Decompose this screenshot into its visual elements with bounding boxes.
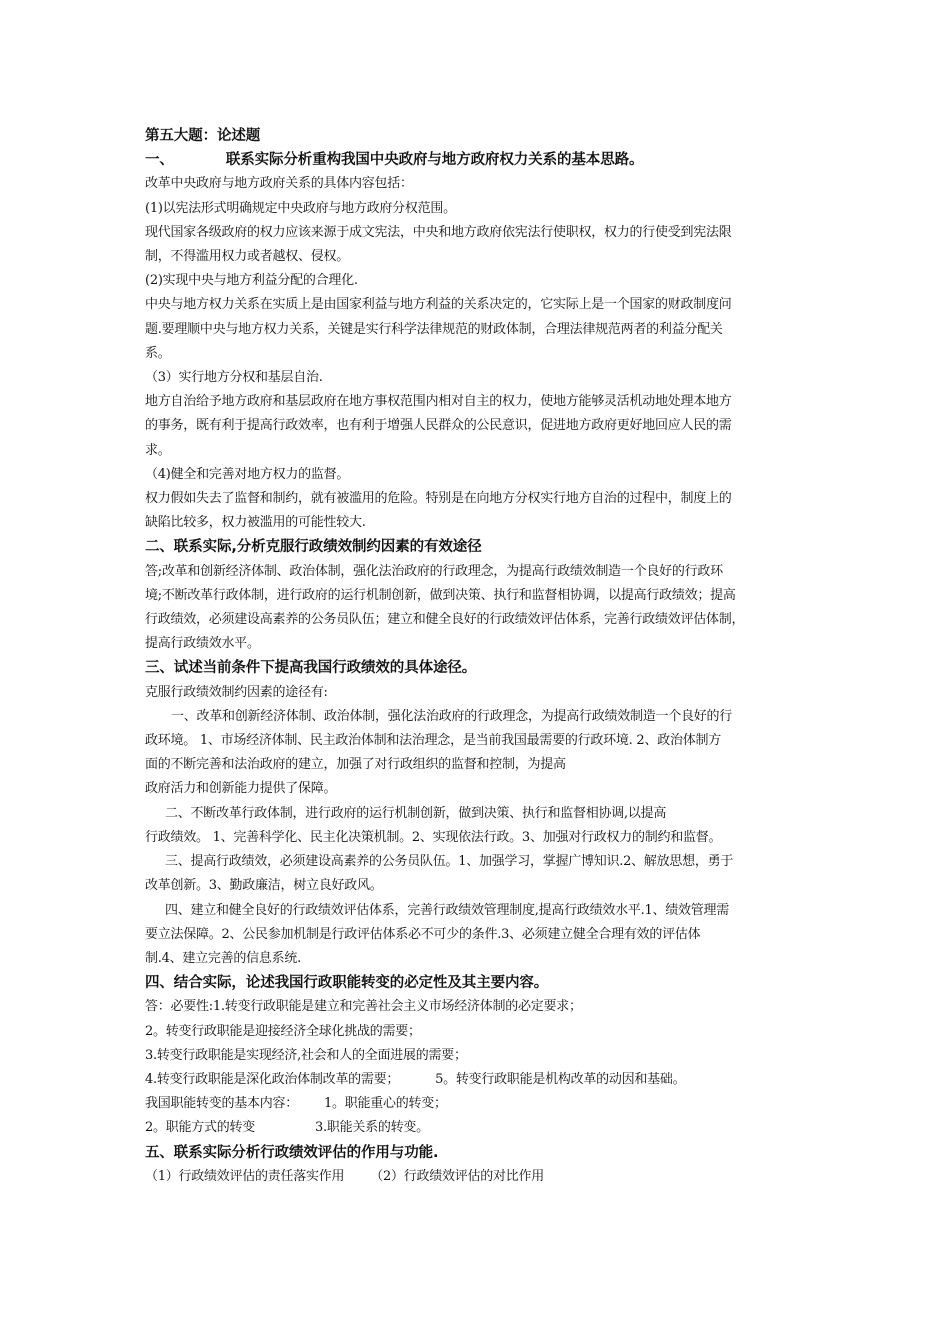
question-1-title: 联系实际分析重构我国中央政府与地方政府权力关系的基本思路。 (225, 152, 644, 169)
paragraph-line: 行政绩效，必须建设高素养的公务员队伍；建立和健全良好的行政绩效评估体系，完善行政绩效评估体制， (145, 612, 745, 628)
paragraph-line: 政环境。 1、市场经济体制、民主政治体制和法治理念，是当前我国最需要的行政环境. 2、政治体制方 (145, 733, 721, 749)
paragraph-line (145, 1092, 815, 1116)
question-5-heading: 五、联系实际分析行政绩效评估的作用与功能. (145, 1144, 439, 1161)
paragraph-segment: 5。转变行政职能是机构改革的动因和基础。 (435, 1071, 686, 1087)
paragraph-line: 现代国家各级政府的权力应该来源于成文宪法，中央和地方政府依宪法行使职权，权力的行使受到宪法限 (145, 224, 732, 240)
paragraph-line: 3.转变行政职能是实现经济,社会和人的全面进展的需要； (145, 1047, 467, 1063)
paragraph-segment: 我国职能转变的基本内容： (145, 1096, 299, 1112)
paragraph-line: 制.4、建立完善的信息系统. (145, 950, 302, 966)
paragraph-line: 行政绩效。 1、完善科学化、民主化决策机制。2、实现依法行政。3、加强对行政权力的制约和监督。 (145, 829, 722, 845)
paragraph-line: (2)实现中央与地方利益分配的合理化. (145, 273, 358, 289)
question-1-number: 一、 (145, 152, 174, 169)
paragraph-line: 的事务，既有利于提高行政效率，也有利于增强人民群众的公民意识，促进地方政府更好地回应人民的需 (145, 418, 732, 434)
paragraph-segment: 4.转变行政职能是深化政治体制改革的需要； (145, 1071, 400, 1087)
paragraph-line: 政府活力和创新能力提供了保障。 (145, 781, 337, 797)
paragraph-line: 中央与地方权力关系在实质上是由国家利益与地方利益的关系决定的，它实际上是一个国家的财政制度问 (145, 297, 732, 313)
paragraph-line: 制，不得滥用权力或者越权、侵权。 (145, 249, 350, 265)
question-3-heading: 三、试述当前条件下提高我国行政绩效的具体途径。 (145, 660, 477, 677)
document-body (145, 124, 815, 1189)
paragraph-line: 权力假如失去了监督和制约，就有被滥用的危险。特别是在向地方分权实行地方自治的过程中，制度上的 (145, 491, 732, 507)
paragraph-line: 四、建立和健全良好的行政绩效评估体系，完善行政绩效管理制度,提高行政绩效水平.1、绩效管理需 (165, 902, 730, 918)
paragraph-line: 境;不断改革行政体制，进行政府的运行机制创新，做到决策、执行和监督相协调，以提高行政绩效；提高 (145, 587, 736, 603)
question-2-heading: 二、联系实际,分析克服行政绩效制约因素的有效途径 (145, 539, 482, 556)
paragraph-line: 改革中央政府与地方政府关系的具体内容包括： (145, 176, 413, 192)
paragraph-segment: （1）行政绩效评估的责任落实作用 (145, 1168, 345, 1184)
paragraph-line: （4)健全和完善对地方权力的监督。 (145, 466, 350, 482)
paragraph-line (145, 1116, 815, 1140)
question-1-heading (145, 148, 815, 172)
paragraph-line: 提高行政绩效水平。 (145, 636, 260, 652)
paragraph-line (145, 1068, 815, 1092)
paragraph-line: (1)以宪法形式明确规定中央政府与地方政府分权范围。 (145, 200, 456, 216)
paragraph-segment: 1。职能重心的转变； (324, 1096, 447, 1112)
paragraph-line: 求。 (145, 442, 171, 458)
paragraph-segment: 3.职能关系的转变。 (315, 1120, 429, 1136)
paragraph-line: 答;改革和创新经济体制、政治体制，强化法治政府的行政理念，为提高行政绩效制造一个良好的行政环 (145, 563, 723, 579)
paragraph-line: 改革创新。3、勤政廉洁，树立良好政风。 (145, 878, 383, 894)
paragraph-line: 题.要理顺中央与地方权力关系，关键是实行科学法律规范的财政体制，合理法律规范两者的利益分配关 (145, 321, 723, 337)
paragraph-line: 一、改革和创新经济体制、政治体制，强化法治政府的行政理念，为提高行政绩效制造一个良好的行 (171, 708, 733, 724)
paragraph-line: 面的不断完善和法治政府的建立，加强了对行政组织的监督和控制，为提高 (145, 757, 566, 773)
paragraph-line: 三、提高行政绩效，必须建设高素养的公务员队伍。1、加强学习，掌握广博知识.2、解放思想，勇于 (165, 854, 734, 870)
paragraph-segment: （2）行政绩效评估的对比作用 (370, 1168, 545, 1184)
section-title: 第五大题：论述题 (145, 128, 261, 144)
paragraph-line (145, 1165, 815, 1189)
paragraph-segment: 2。职能方式的转变 (145, 1120, 256, 1136)
paragraph-line: （3）实行地方分权和基层自治. (145, 370, 323, 386)
paragraph-line: 2。转变行政职能是迎接经济全球化挑战的需要； (145, 1023, 421, 1039)
paragraph-line: 地方自治给予地方政府和基层政府在地方事权范围内相对自主的权力，使地方能够灵活机动地处理本地方 (145, 394, 732, 410)
paragraph-line: 二、不断改革行政体制，进行政府的运行机制创新，做到决策、执行和监督相协调,以提高 (165, 805, 667, 821)
paragraph-line: 克服行政绩效制约因素的途径有: (145, 684, 328, 700)
paragraph-line: 系。 (145, 345, 171, 361)
paragraph-line: 要立法保障。2、公民参加机制是行政评估体系必不可少的条件.3、必须建立健全合理有效的评估体 (145, 926, 701, 942)
paragraph-line: 缺陷比较多，权力被滥用的可能性较大. (145, 515, 366, 531)
paragraph-line: 答：必要性:1.转变行政职能是建立和完善社会主义市场经济体制的必定要求； (145, 999, 582, 1015)
question-4-heading: 四、结合实际，论述我国行政职能转变的必定性及其主要内容。 (145, 975, 549, 992)
